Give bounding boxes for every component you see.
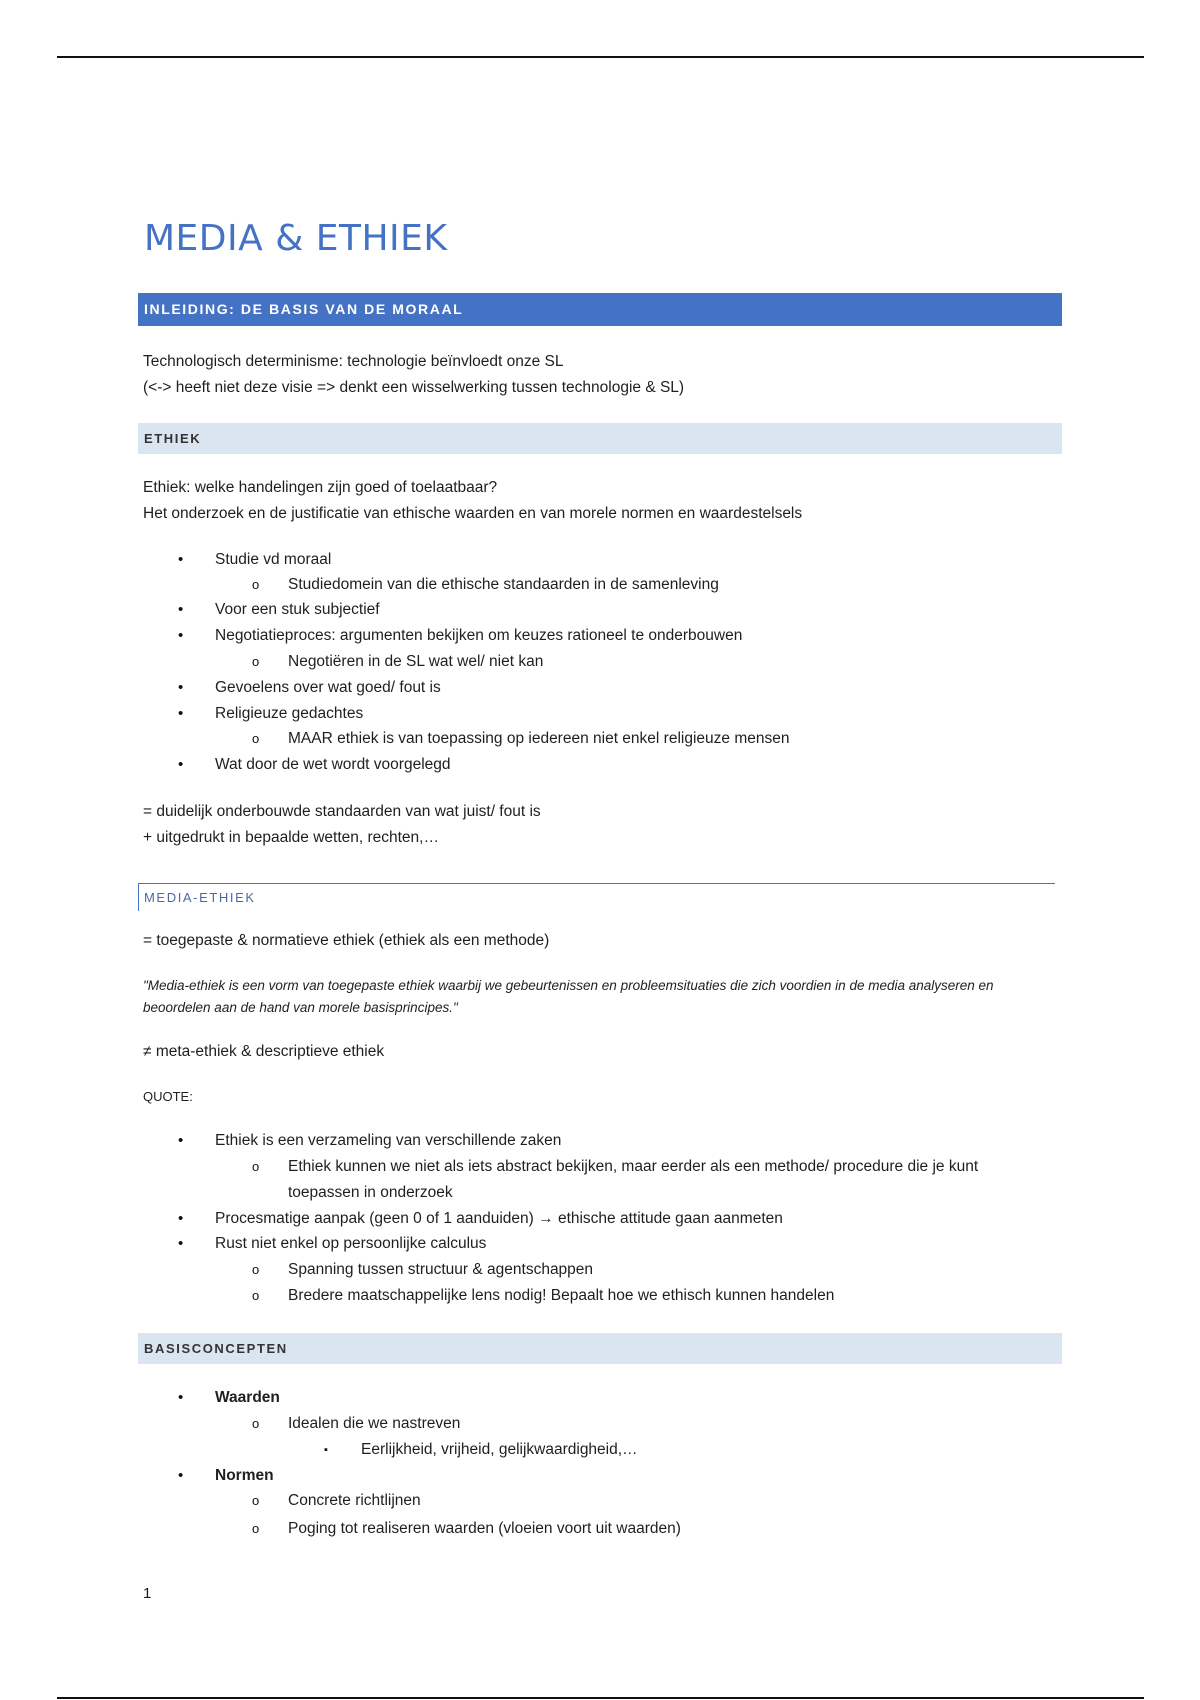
list-item: Poging tot realiseren waarden (vloeien voort uit waarden) [288,1520,681,1537]
bullet-dot-icon: • [178,551,184,568]
document-title: MEDIA & ETHIEK [144,218,448,259]
bullet-dot-icon: • [178,756,184,773]
ethiek-summary-1: = duidelijk onderbouwde standaarden van wat juist/ fout is [143,803,541,820]
page-number: 1 [143,1585,152,1602]
bullet-dot-icon: • [178,1235,184,1252]
footer-rule [57,1697,1144,1699]
list-item: Religieuze gedachtes [215,705,364,722]
media-ethiek-neq: ≠ meta-ethiek & descriptieve ethiek [143,1043,385,1060]
bullet-circle-icon: o [252,577,260,592]
bullet-dot-icon: • [178,1132,184,1149]
list-item: Studiedomein van die ethische standaarden in de samenleving [288,576,719,593]
bullet-square-icon: ▪ [324,1444,328,1456]
list-item: Voor een stuk subjectief [215,601,380,618]
heading-ethiek: ETHIEK [138,423,1062,454]
list-item: Normen [215,1467,274,1484]
list-item: Negotiatieproces: argumenten bekijken om keuzes rationeel te onderbouwen [215,627,743,644]
bullet-dot-icon: • [178,627,184,644]
bullet-circle-icon: o [252,1262,260,1277]
bullet-circle-icon: o [252,1416,260,1431]
ethiek-summary-2: + uitgedrukt in bepaalde wetten, rechten,… [143,829,439,846]
heading-basisconcepten: BASISCONCEPTEN [138,1333,1062,1364]
list-item: Waarden [215,1389,280,1406]
bullet-circle-icon: o [252,731,260,746]
list-item: Bredere maatschappelijke lens nodig! Bepaalt hoe we ethisch kunnen handelen [288,1287,835,1304]
media-ethiek-definition: = toegepaste & normatieve ethiek (ethiek als een methode) [143,932,550,949]
intro-line-1: Technologisch determinisme: technologie beïnvloedt onze SL [143,353,564,370]
bullet-dot-icon: • [178,1389,184,1406]
intro-line-2: (<-> heeft niet deze visie => denkt een wisselwerking tussen technologie & SL) [143,379,685,396]
list-item: Negotiëren in de SL wat wel/ niet kan [288,653,544,670]
ethiek-line-1: Ethiek: welke handelingen zijn goed of toelaatbaar? [143,479,498,496]
list-item: Studie vd moraal [215,551,332,568]
bullet-dot-icon: • [178,1210,184,1227]
quote-label: QUOTE: [143,1089,193,1104]
list-item: Idealen die we nastreven [288,1415,461,1432]
list-item: Concrete richtlijnen [288,1492,421,1509]
bullet-circle-icon: o [252,1493,260,1508]
bullet-dot-icon: • [178,601,184,618]
bullet-dot-icon: • [178,1467,184,1484]
list-item: MAAR ethiek is van toepassing op iedereen niet enkel religieuze mensen [288,730,790,747]
ethiek-line-2: Het onderzoek en de justificatie van ethische waarden en van morele normen en waardestelsels [143,505,803,522]
media-ethiek-quote: "Media-ethiek is een vorm van toegepaste ethiek waarbij we gebeurtenissen en probleemsituaties die zich voordien in de media analyseren en beoordelen aan de hand van morele basisprincipes." [143,978,994,1015]
list-item: Rust niet enkel op persoonlijke calculus [215,1235,487,1252]
heading-media-ethiek: MEDIA-ETHIEK [138,883,1055,911]
list-item: Ethiek is een verzameling van verschillende zaken [215,1132,562,1149]
list-item: Gevoelens over wat goed/ fout is [215,679,441,696]
bullet-dot-icon: • [178,705,184,722]
bullet-circle-icon: o [252,1521,260,1536]
list-item: Spanning tussen structuur & agentschappen [288,1261,594,1278]
list-item: Procesmatige aanpak (geen 0 of 1 aanduiden) → ethische attitude gaan aanmeten [215,1210,783,1227]
list-item-continuation: toepassen in onderzoek [288,1184,453,1201]
bullet-dot-icon: • [178,679,184,696]
list-item: Ethiek kunnen we niet als iets abstract bekijken, maar eerder als een methode/ procedure die je kunt [288,1158,979,1175]
bullet-circle-icon: o [252,654,260,669]
bullet-circle-icon: o [252,1288,260,1303]
header-rule [57,56,1144,58]
list-item: Wat door de wet wordt voorgelegd [215,756,451,773]
heading-inleiding: INLEIDING: DE BASIS VAN DE MORAAL [138,293,1062,326]
list-item: Eerlijkheid, vrijheid, gelijkwaardigheid,… [361,1441,638,1458]
bullet-circle-icon: o [252,1159,260,1174]
